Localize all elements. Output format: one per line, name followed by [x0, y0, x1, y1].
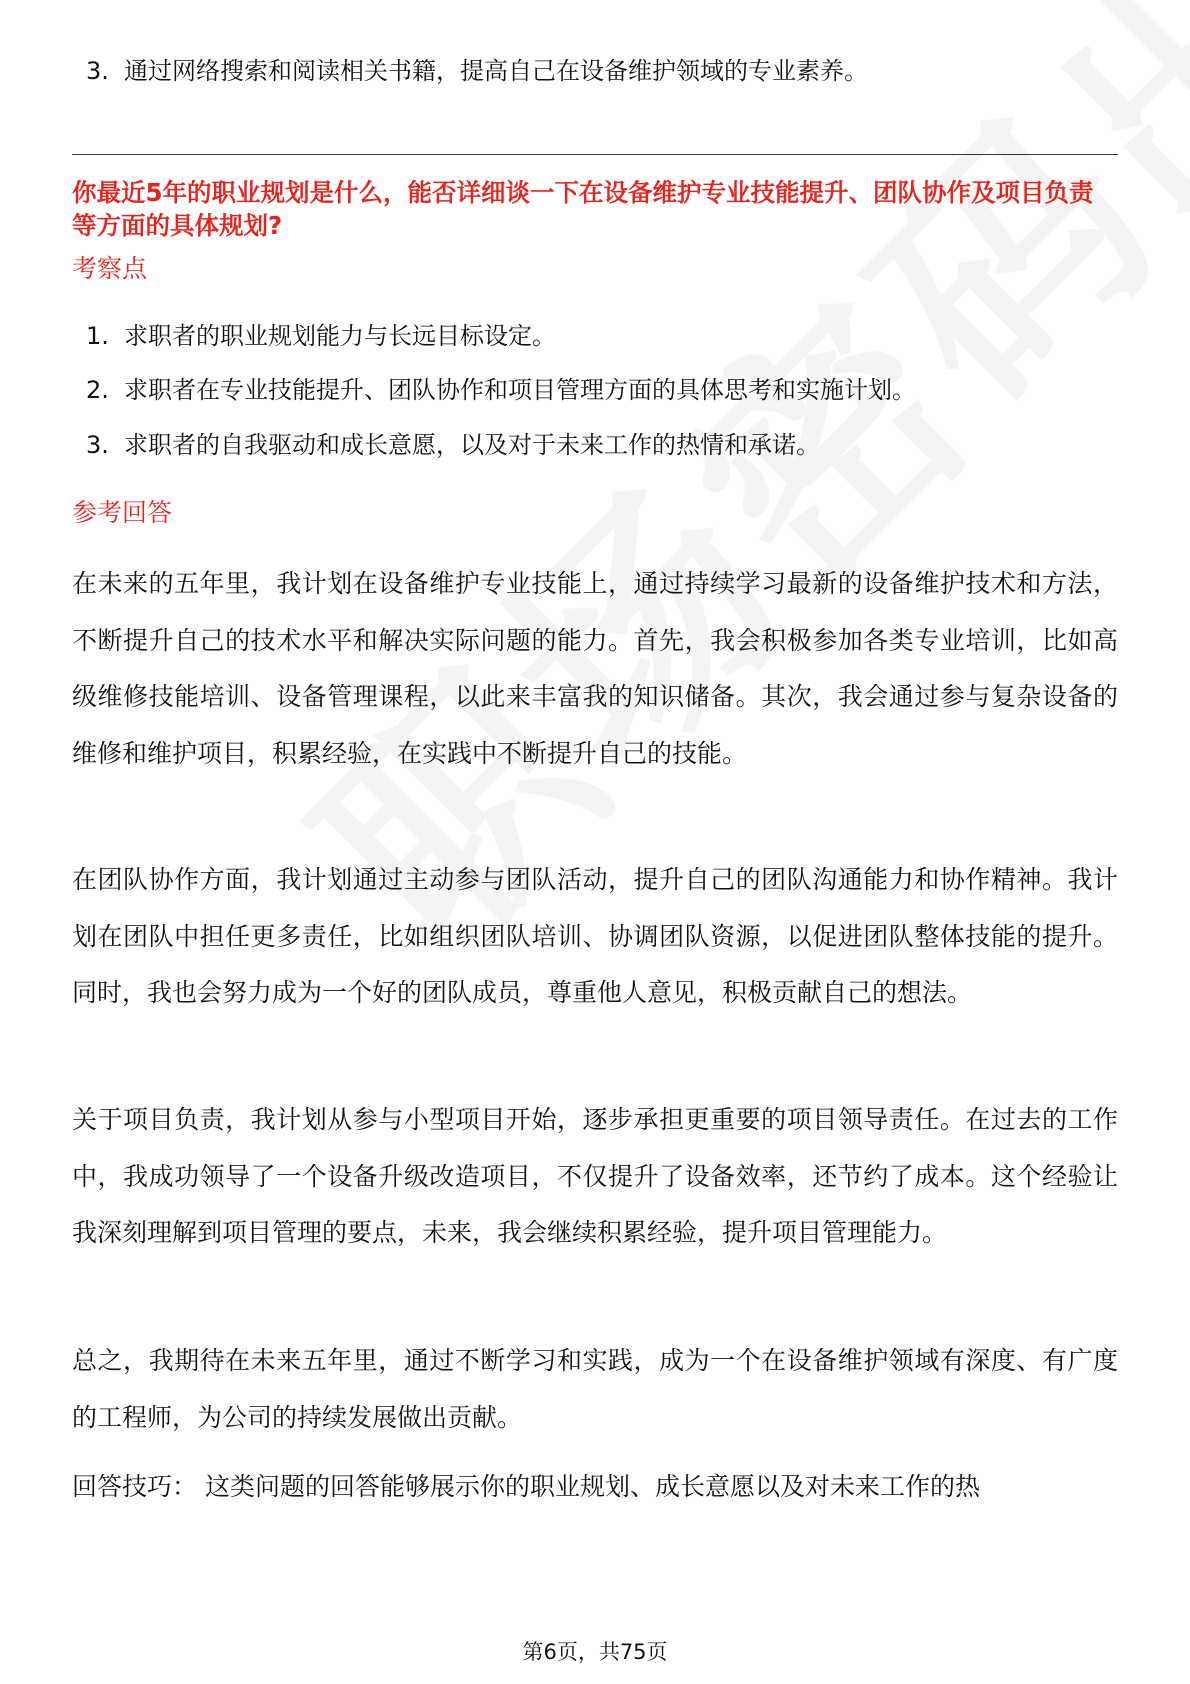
- exam-point-item: [86, 319, 556, 353]
- exam-point-number: 3.: [86, 431, 109, 459]
- exam-point-text: 求职者的职业规划能力与长远目标设定。: [124, 322, 556, 350]
- list-item: [86, 54, 868, 88]
- exam-point-item: [86, 428, 820, 462]
- answer-paragraph: 关于项目负责，我计划从参与小型项目开始，逐步承担更重要的项目领导责任。在过去的工作中，我成功领导了一个设备升级改造项目，不仅提升了设备效率，还节约了成本。这个经验让我深刻理解到项目管理的要点，未来，我会继续积累经验，提升项目管理能力。: [72, 1105, 1118, 1247]
- answer-paragraph: 在团队协作方面，我计划通过主动参与团队活动，提升自己的团队沟通能力和协作精神。我计划在团队中担任更多责任，比如组织团队培训、协调团队资源，以促进团队整体技能的提升。同时，我也会努力成为一个好的团队成员，尊重他人意见，积极贡献自己的想法。: [72, 865, 1118, 1007]
- exam-point-item: [86, 373, 916, 407]
- reference-answer-heading: 参考回答: [72, 498, 173, 527]
- page-number: 第6页，共75页: [522, 1640, 668, 1664]
- interview-question: 你最近5年的职业规划是什么，能否详细谈一下在设备维护专业技能提升、团队协作及项目负责等方面的具体规划?: [72, 178, 1094, 240]
- section-divider: [72, 154, 1118, 155]
- exam-points-heading: 考察点: [72, 254, 148, 283]
- answer-paragraph: 总之，我期待在未来五年里，通过不断学习和实践，成为一个在设备维护领域有深度、有广度的工程师，为公司的持续发展做出贡献。: [72, 1346, 1118, 1432]
- answer-paragraph: 在未来的五年里，我计划在设备维护专业技能上，通过持续学习最新的设备维护技术和方法，不断提升自己的技术水平和解决实际问题的能力。首先，我会积极参加各类专业培训，比如高级维修技能培训、设备管理课程，以此来丰富我的知识储备。其次，我会通过参与复杂设备的维修和维护项目，积累经验，在实践中不断提升自己的技能。: [72, 569, 1118, 768]
- exam-point-number: 1.: [86, 322, 109, 350]
- exam-point-text: 求职者的自我驱动和成长意愿，以及对于未来工作的热情和承诺。: [124, 431, 820, 459]
- exam-point-text: 求职者在专业技能提升、团队协作和项目管理方面的具体思考和实施计划。: [124, 376, 916, 404]
- list-item-number: 3.: [86, 57, 109, 85]
- list-item-text: 通过网络搜索和阅读相关书籍，提高自己在设备维护领域的专业素养。: [124, 57, 868, 85]
- exam-point-number: 2.: [86, 376, 109, 404]
- answer-tip: 回答技巧： 这类问题的回答能够展示你的职业规划、成长意愿以及对未来工作的热: [72, 1472, 980, 1501]
